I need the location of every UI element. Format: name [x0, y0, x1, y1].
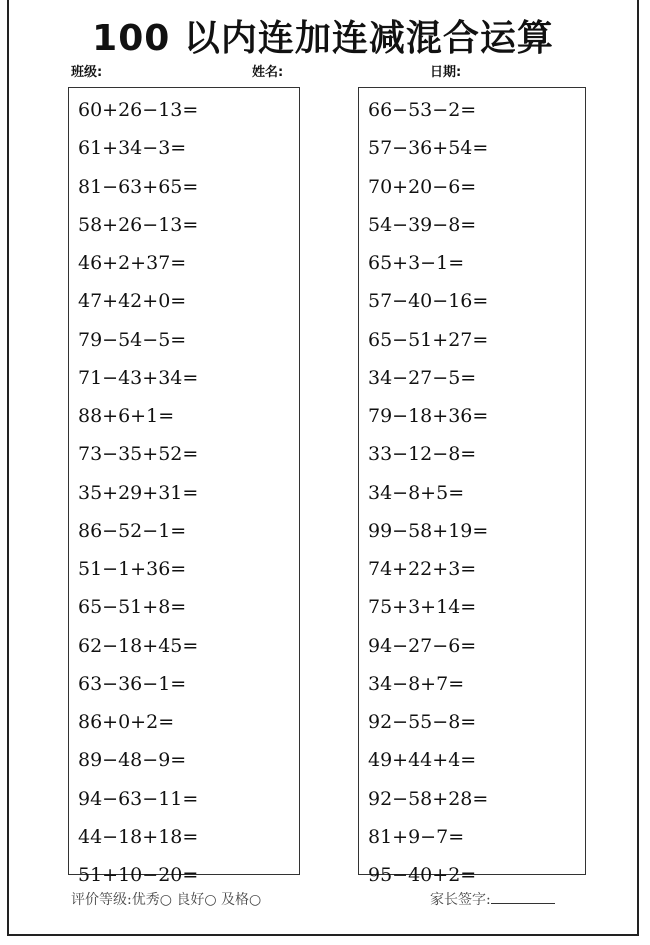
problem-item: 71−43+34=	[78, 366, 199, 389]
problem-item: 58+26−13=	[78, 213, 199, 236]
problem-item: 86+0+2=	[78, 711, 175, 733]
problem-item: 86−52−1=	[78, 519, 187, 542]
problem-item: 65−51+27=	[368, 328, 489, 351]
problem-item: 33−12−8=	[368, 443, 477, 466]
problem-item: 94−63−11=	[78, 787, 199, 810]
problem-item: 51−1+36=	[78, 558, 187, 580]
problem-item: 62−18+45=	[78, 634, 199, 657]
page-title: 100 以内连加连减混合运算	[92, 18, 554, 59]
problem-item: 46+2+37=	[78, 252, 187, 274]
problem-item: 99−58+19=	[368, 519, 489, 542]
problem-item: 88+6+1=	[78, 405, 175, 427]
problem-item: 66−53−2=	[368, 99, 477, 121]
problem-item: 81−63+65=	[78, 175, 199, 198]
problem-item: 95−40+2=	[368, 864, 477, 886]
problem-item: 63−36−1=	[78, 672, 187, 695]
problem-item: 75+3+14=	[368, 596, 477, 619]
problem-item: 65+3−1=	[368, 252, 465, 274]
problem-item: 34−8+7=	[368, 672, 465, 695]
problem-item: 94−27−6=	[368, 634, 477, 657]
problem-item: 60+26−13=	[78, 99, 199, 121]
parent-signature	[430, 889, 555, 911]
problem-column-left	[68, 87, 300, 886]
problem-item: 73−35+52=	[78, 443, 199, 466]
problem-item: 65−51+8=	[78, 596, 187, 619]
signature-line[interactable]	[491, 889, 555, 904]
class-label: 班级:	[71, 65, 103, 80]
problem-item: 34−8+5=	[368, 481, 465, 504]
problem-item: 61+34−3=	[78, 137, 187, 160]
problem-item: 74+22+3=	[368, 558, 477, 580]
problem-item: 79−54−5=	[78, 328, 187, 351]
problem-item: 54−39−8=	[368, 213, 477, 236]
parent-signature-label: 家长签字:	[430, 892, 491, 908]
rating-line: 评价等级:优秀○ 良好○ 及格○	[71, 892, 262, 908]
problem-item: 34−27−5=	[368, 366, 477, 389]
problem-item: 57−36+54=	[368, 137, 489, 160]
name-label: 姓名:	[252, 65, 284, 80]
problem-item: 44−18+18=	[78, 825, 199, 848]
problem-item: 51+10−20=	[78, 864, 199, 886]
problem-item: 57−40−16=	[368, 290, 489, 313]
date-label: 日期:	[430, 65, 462, 80]
problem-item: 49+44+4=	[368, 749, 477, 772]
problem-item: 47+42+0=	[78, 290, 187, 313]
problem-item: 92−55−8=	[368, 711, 477, 733]
problem-item: 81+9−7=	[368, 825, 465, 848]
problem-column-right	[358, 87, 586, 886]
worksheet	[7, 0, 639, 936]
problem-item: 79−18+36=	[368, 405, 489, 427]
problem-item: 70+20−6=	[368, 175, 477, 198]
problem-item: 92−58+28=	[368, 787, 489, 810]
problem-item: 35+29+31=	[78, 481, 199, 504]
problem-item: 89−48−9=	[78, 749, 187, 772]
